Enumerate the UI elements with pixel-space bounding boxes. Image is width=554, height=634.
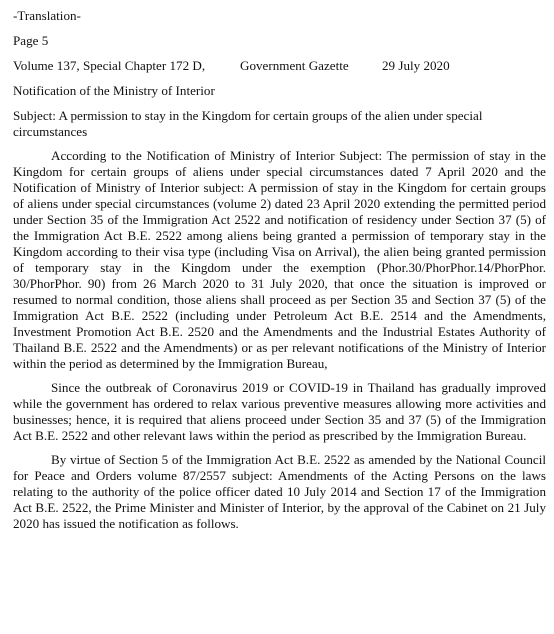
paragraph-2: Since the outbreak of Coronavirus 2019 or COVID-19 in Thailand has gradually improved while the government has ordered to relax various preventive measures allowing more activities and businesses; hence, it is required that aliens proceed under Section 35 and 37 (5) of the Immigration Act B.E. 2522 and other relevant laws within the period as prescribed by the Immigration Bureau.	[13, 380, 546, 443]
gazette-name: Government Gazette	[240, 58, 349, 73]
notification-title: Notification of the Ministry of Interior	[13, 83, 215, 98]
volume-text: Volume 137, Special Chapter 172 D,	[13, 58, 206, 73]
subject-line: Subject: A permission to stay in the Kingdom for certain groups of the alien under special circumstances	[13, 108, 483, 139]
paragraph-1: According to the Notification of Ministry of Interior Subject: The permission of stay in the Kingdom for certain groups of aliens under special circumstances dated 7 April 2020 and the Notification of Ministry of Interior subject: A permission of stay in the Kingdom for certain groups of aliens under special circumstances (volume 2) dated 23 April 2020 extending the permitted period under Section 35 of the Immigration Act 2522 and notification of residency under Section 37 (5) of the Immigration Act B.E. 2522 among aliens being granted a permission of temporary stay in the Kingdom according to their visa type (including Visa on Arrival), the alien being granted permission of temporary stay in the Kingdom under the exemption (Phor.30/PhorPhor.14/PhorPhor. 30/PhorPhor. 90) from 26 March 2020 to 31 July 2020, that once the situation is improved or resumed to normal condition, those aliens shall proceed as per Section 35 and Section 37 (5) of the Immigration Act B.E. 2522 (including under Petroleum Act B.E. 2514 and the Amendments, Investment Promotion Act B.E. 2520 and the Amendments and the Industrial Estates Authority of Thailand B.E. 2522 and the Amendments) or as per relevant notifications of the Ministry of Interior within the period as determined by the Immigration Bureau,	[13, 148, 546, 371]
document-page	[13, 8, 546, 532]
gazette-header	[13, 58, 546, 74]
paragraph-3: By virtue of Section 5 of the Immigration Act B.E. 2522 as amended by the National Council for Peace and Orders volume 87/2557 subject: Amendments of the Acting Persons on the laws relating to the authority of the police officer dated 10 July 2014 and Section 17 of the Immigration Act B.E. 2522, the Prime Minister and Minister of Interior, by the approval of the Cabinet on 21 July 2020 has issued the notification as follows.	[13, 452, 546, 531]
gazette-date: 29 July 2020	[382, 58, 450, 73]
page-number: Page 5	[13, 33, 49, 48]
translation-label: -Translation-	[13, 8, 81, 23]
